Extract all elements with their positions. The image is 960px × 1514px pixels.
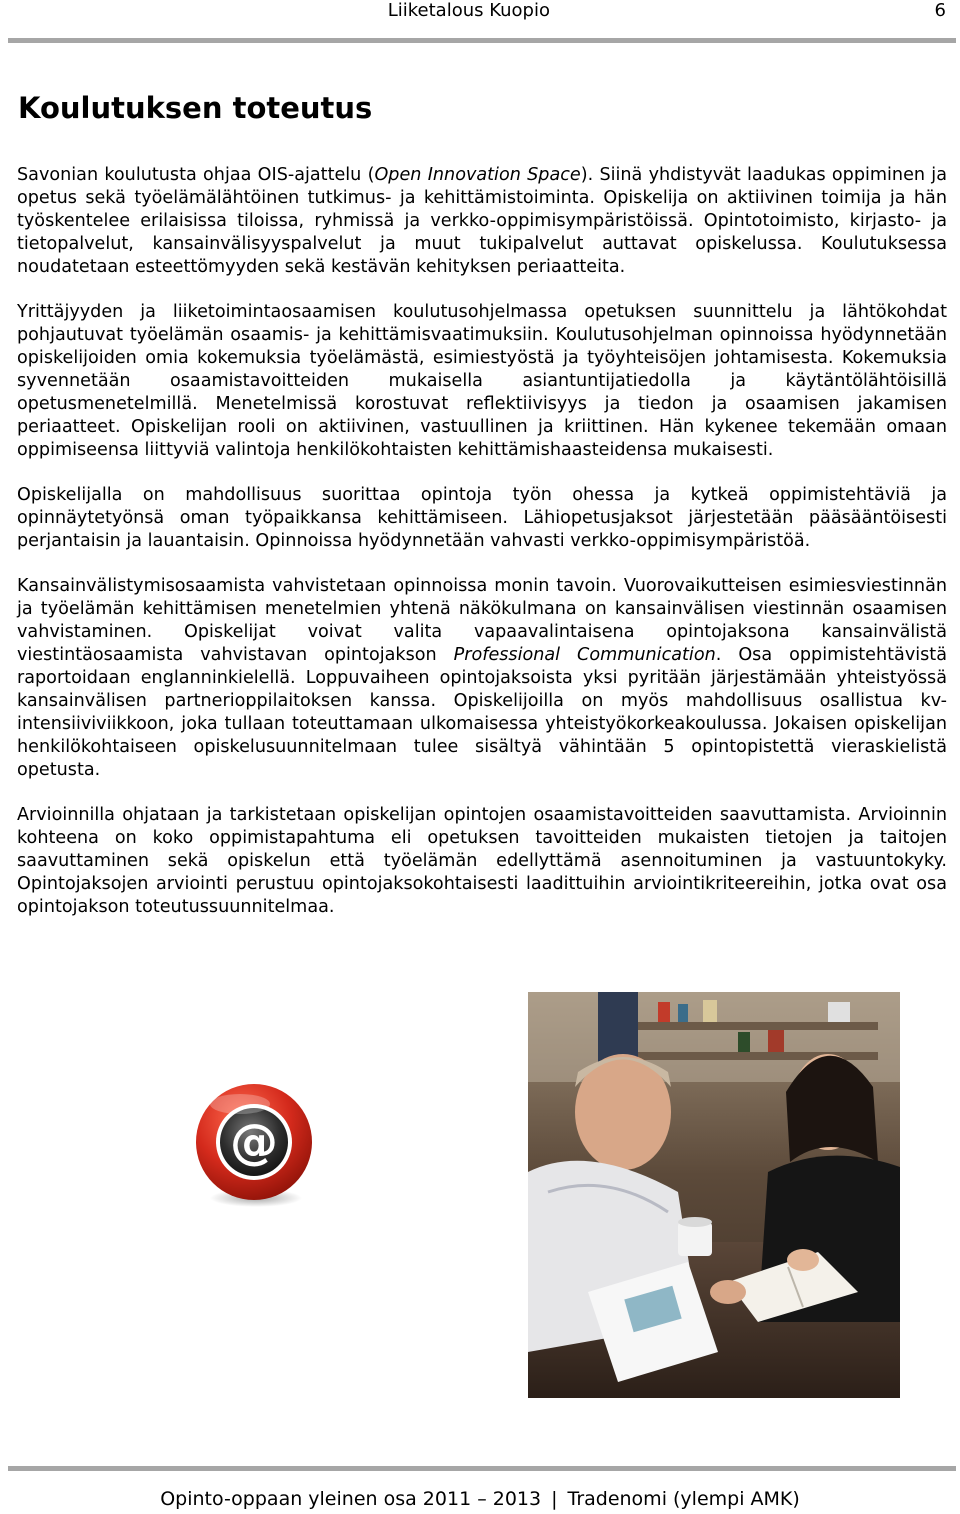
page-footer bbox=[0, 1486, 960, 1512]
header-title: Liiketalous Kuopio bbox=[387, 0, 550, 21]
paragraph-ois-text-c: ). Siinä yhdistyvät laadukas oppiminen ja opetus sekä työelämälähtöinen tutkimus- ja kehittämistoiminta. Opiskelija on aktiivinen toimija ja hän työskentelee erilaisissa tiloissa, ryhmissä ja verkko-oppimisympäristöissä. Opintotoimisto, kirjasto- ja tietopalvelut, kansainvälisyyspalvelut ja muut tukipalvelut auttavat opiskelussa. Koulutuksessa noudatetaan esteettömyyden sekä kestävän kehityksen periaatteita. bbox=[17, 165, 947, 277]
svg-text:@: @ bbox=[230, 1114, 278, 1170]
open-innovation-space-term: Open Innovation Space bbox=[374, 165, 581, 185]
email-at-icon bbox=[190, 1082, 318, 1210]
paragraph-ois bbox=[17, 164, 947, 279]
page-number: 6 bbox=[934, 0, 946, 21]
paragraph-intl-text-a: Kansainvälistymisosaamista vahvistetaan opinnoissa monin tavoin. Vuorovaikutteisen esimiesviestinnän ja työelämän kehittämisen menetelmien yhtenä näkökulmana on kansainvälisen viestinnän osaamisen vahvistaminen. Opiskelijat voivat valita vapaavalintaisena opintojaksona kansainvälistä viestintäosaamista vahvistavan opintojakson bbox=[17, 576, 947, 665]
paragraph-intl-text-c: . Osa oppimistehtävistä raportoidaan englanninkielellä. Loppuvaiheen opintojaksoista yksi pyritään järjestämään yhteistyössä kansainvälisen partnerioppilaitoksen kanssa. Opiskelijoilla on myös mahdollisuus osallistua kv-intensiiviviikkoon, joka tullaan toteuttamaan ulkomaisessa yhteistyökorkeakoulussa. Jokaisen opiskelijan henkilökohtaiseen opiskelusuunnitelmaan tulee sisältyä vähintään 5 opintopistettä vieraskielistä opetusta. bbox=[17, 645, 947, 780]
paragraph-entrepreneurship: Yrittäjyyden ja liiketoimintaosaamisen koulutusohjelmassa opetuksen suunnittelu ja lähtökohdat pohjautuvat työelämän osaamis- ja kehittämisvaatimuksiin. Koulutusohjelman opinnoissa hyödynnetään opiskelijoiden omia kokemuksia työelämästä, esimiestyöstä ja työyhteisöjen johtamisesta. Kokemuksia syvennetään osaamistavoitteiden mukaisella asiantuntijatiedolla ja käytäntölähtöisillä opetusmenetelmillä. Menetelmissä korostuvat reflektiivisyys ja tiedon ja osaamisen jakamisen periaatteet. Opiskelijan rooli on aktiivinen, vastuullinen ja kriittinen. Hän kykenee tekemään omaan oppimiseensa liittyviä valintoja henkilökohtaisten kehittämishaasteidensa mukaisesti. bbox=[17, 302, 947, 460]
header-divider bbox=[8, 38, 956, 43]
paragraph-work-studies: Opiskelijalla on mahdollisuus suorittaa opintoja työn ohessa ja kytkeä oppimistehtäviä ja opinnäytetyönsä oman työpaikkansa kehittämiseen. Lähiopetusjaksot järjestetään pääsääntöisesti perjantaisin ja lauantaisin. Opinnoissa hyödynnetään vahvasti verkko-oppimisympäristöä. bbox=[17, 485, 947, 551]
paragraph-internationalisation bbox=[17, 575, 947, 782]
study-photo bbox=[528, 992, 900, 1398]
professional-communication-term: Professional Communication bbox=[453, 645, 716, 665]
page-header bbox=[0, 0, 960, 30]
page-heading: Koulutuksen toteutus bbox=[18, 91, 373, 125]
footer-separator: | bbox=[551, 1488, 558, 1510]
study-photo-illustration bbox=[528, 992, 900, 1398]
footer-divider bbox=[8, 1466, 956, 1471]
paragraph-ois-text-a: Savonian koulutusta ohjaa OIS-ajattelu ( bbox=[17, 165, 375, 185]
paragraph-assessment: Arvioinnilla ohjataan ja tarkistetaan opiskelijan opintojen osaamistavoitteiden saavuttamista. Arvioinnin kohteena on koko oppimistapahtuma eli opetuksen tavoitteiden mukaisten tietojen ja taitojen saavuttaminen sekä opiskelun että työelämän edellyttämä asennoituminen ja vastuuntokyky. Opintojaksojen arviointi perustuu opintojaksokohtaisesti laadittuihin arviointikriteereihin, jotka ovat osa opintojakson toteutussuunnitelmaa. bbox=[17, 805, 947, 917]
footer-degree: Tradenomi (ylempi AMK) bbox=[567, 1488, 800, 1510]
body-text bbox=[17, 164, 947, 919]
footer-guide-title: Opinto-oppaan yleinen osa 2011 – 2013 bbox=[160, 1488, 542, 1510]
